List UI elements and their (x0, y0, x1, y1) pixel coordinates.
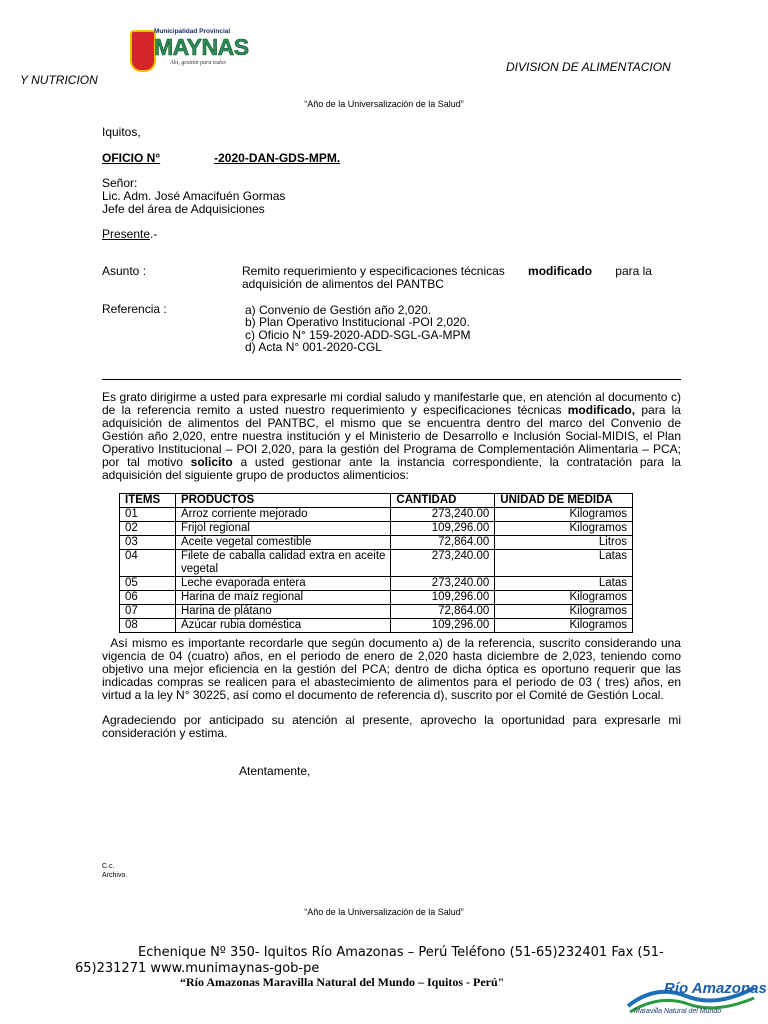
cell-producto: Harina de plátano (175, 605, 390, 619)
products-table (119, 493, 633, 633)
cell-unidad: Latas (495, 577, 633, 591)
logo-top-text: Municipalidad Provincial (154, 28, 231, 35)
header-items: ITEMS (120, 494, 176, 508)
referencia-label: Referencia : (102, 302, 167, 316)
asunto-label: Asunto : (102, 264, 147, 278)
cell-unidad: Kilogramos (495, 605, 633, 619)
separator-line (102, 379, 681, 380)
asunto-line-1 (242, 264, 652, 278)
place: Iquitos, (102, 125, 141, 139)
division-line-1: DIVISION DE ALIMENTACION (506, 60, 671, 74)
cell-cantidad: 109,296.00 (391, 522, 495, 536)
footer-address-2: 65)231271 www.munimaynas-gob-pe (75, 961, 320, 976)
footer-slogan: “Río Amazonas Maravilla Natural del Mundo – Iquitos - Perú" (180, 975, 505, 989)
cell-item: 01 (120, 508, 176, 522)
cell-producto: Azúcar rubia doméstica (175, 619, 390, 633)
cell-cantidad: 109,296.00 (391, 619, 495, 633)
cell-item: 04 (120, 550, 176, 577)
cell-producto: Leche evaporada entera (175, 577, 390, 591)
cell-cantidad: 273,240.00 (391, 550, 495, 577)
cell-item: 07 (120, 605, 176, 619)
cell-item: 08 (120, 619, 176, 633)
cell-unidad: Litros (495, 536, 633, 550)
oficio-code: -2020-DAN-GDS-MPM. (214, 151, 341, 165)
table-row (120, 522, 633, 536)
cell-unidad: Kilogramos (495, 508, 633, 522)
table-row (120, 619, 633, 633)
brand-logo-text: Río Amazonas (664, 980, 767, 997)
cell-cantidad: 72,864.00 (391, 536, 495, 550)
presente-word: Presente (102, 227, 151, 241)
cell-unidad: Kilogramos (495, 591, 633, 605)
cell-producto: Arroz corriente mejorado (175, 508, 390, 522)
cell-item: 02 (120, 522, 176, 536)
table-header-row (120, 494, 633, 508)
logo-name: MAYNAS (154, 34, 249, 60)
referencia-d: d) Acta N° 001-2020-CGL (245, 340, 382, 354)
closing: Atentamente, (239, 764, 311, 778)
body1-bold-solicito: solicito (190, 455, 233, 469)
body-paragraph-2: Así mismo es importante recordarle que según documento a) de la referencia, suscrito considerando una vigencia de 04 (cuatro) años, en el periodo de enero de 2,020 hasta diciembre de 2,023, teniendo como objetivo una mejor eficiencia en la gestión del PCA; dentro de dicha óptica es oportuno requerir que las indicadas compras se realicen para el abastecimiento de alimentos para el periodo de 03 ( tres) años, en virtud a la ley N° 30225, así como el documento de referencia d), suscrito por el Comité de Gestión Local. (102, 636, 685, 702)
presente-suffix: .- (150, 227, 158, 241)
cell-cantidad: 273,240.00 (391, 508, 495, 522)
salutation: Señor: (102, 176, 138, 190)
asunto-bold: modificado (528, 264, 593, 278)
body1-part-b: para la adquisición de alimentos del PANTBC, el mismo que se encuentra dentro del marco del Convenio de Gestión año 2,020, entre nuestra institución y el Ministerio de Desarrollo e Inclusión Social-MIDIS, el Plan Operativo Institucional – POI 2,020, para la gestión del Programa de Complementación Alimentaria – PCA; por tal motivo (102, 403, 681, 469)
coat-of-arms-icon (130, 30, 156, 72)
rio-amazonas-logo (626, 976, 767, 1020)
cell-item: 06 (120, 591, 176, 605)
table-row (120, 577, 633, 591)
recipient-role: Jefe del área de Adquisiciones (102, 202, 265, 216)
cell-producto: Filete de caballa calidad extra en aceite vegetal (175, 550, 390, 577)
table-row (120, 550, 633, 577)
table-row (120, 605, 633, 619)
cell-producto: Frijol regional (175, 522, 390, 536)
cell-cantidad: 109,296.00 (391, 591, 495, 605)
asunto-text-b: para la (615, 264, 652, 278)
referencia-b: b) Plan Operativo Institucional -POI 2,020. (245, 315, 470, 329)
cell-cantidad: 72,864.00 (391, 605, 495, 619)
asunto-line-2: adquisición de alimentos del PANTBC (242, 277, 444, 291)
body1-bold-modificado: modificado, (567, 403, 636, 417)
cell-unidad: Kilogramos (495, 522, 633, 536)
footer-address-1: Echenique Nº 350- Iquitos Río Amazonas – Perú Teléfono (51-65)232401 Fax (51- (138, 945, 664, 960)
body-paragraph-1 (102, 391, 681, 482)
cell-unidad: Latas (495, 550, 633, 577)
header-cantidad: CANTIDAD (391, 494, 495, 508)
cell-item: 05 (120, 577, 176, 591)
table-row (120, 591, 633, 605)
municipality-logo (130, 28, 249, 72)
body-paragraph-3: Agradeciendo por anticipado su atención al presente, aprovecho la oportunidad para expresarle mi consideración y estima. (102, 713, 681, 740)
year-motto-header: “Año de la Universalización de la Salud” (304, 99, 464, 109)
oficio-number (102, 151, 341, 165)
body1-part-a: Es grato dirigirme a usted para expresarle mi cordial saludo y manifestarle que, en atención al documento c) de la referencia remito a usted nuestro requerimiento y especificaciones técnicas (102, 390, 681, 417)
referencia-c: c) Oficio N° 159-2020-ADD-SGL-GA-MPM (245, 328, 471, 342)
cell-producto: Harina de maíz regional (175, 591, 390, 605)
table-row (120, 536, 633, 550)
cell-producto: Aceite vegetal comestible (175, 536, 390, 550)
referencia-a: a) Convenio de Gestión año 2,020. (245, 303, 432, 317)
division-line-2: Y NUTRICION (20, 73, 98, 87)
brand-tagline: Maravilla Natural del Mundo (634, 1008, 722, 1015)
cell-item: 03 (120, 536, 176, 550)
header-unidad: UNIDAD DE MEDIDA (495, 494, 633, 508)
table-row (120, 508, 633, 522)
cell-unidad: Kilogramos (495, 619, 633, 633)
recipient-name: Lic. Adm. José Amacifuén Gormas (102, 189, 286, 203)
cc-label: C.c. (102, 863, 115, 870)
body1-part-c: a usted gestionar ante la instancia correspondiente, la contratación para la adquisición del siguiente grupo de productos alimenticios: (102, 455, 681, 482)
oficio-label: OFICIO N° (102, 151, 161, 165)
logo-tagline: Ahí, gestión para todos (170, 60, 227, 66)
archivo-label: Archivo. (102, 872, 128, 879)
presente (102, 227, 157, 241)
asunto-text-a: Remito requerimiento y especificaciones técnicas (242, 264, 505, 278)
cell-cantidad: 273,240.00 (391, 577, 495, 591)
year-motto-footer: “Año de la Universalización de la Salud” (304, 907, 464, 917)
header-productos: PRODUCTOS (175, 494, 390, 508)
